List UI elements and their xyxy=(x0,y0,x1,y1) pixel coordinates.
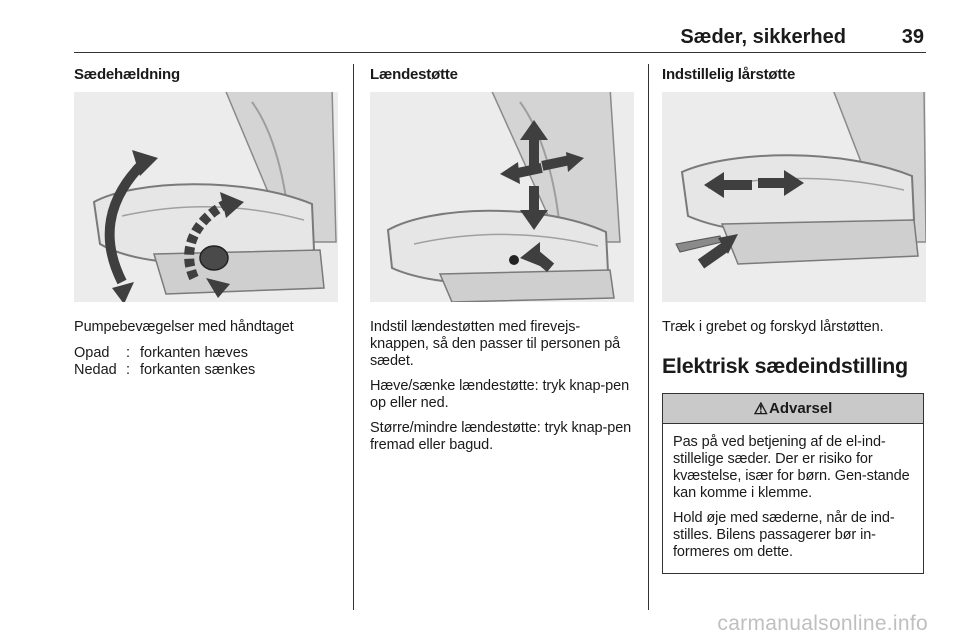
warning-title: Advarsel xyxy=(768,400,833,417)
definition-separator: : xyxy=(126,345,131,361)
page-number: 39 xyxy=(901,26,924,48)
definition-value: forkanten sænkes xyxy=(140,362,256,378)
paragraph: Hæve/sænke lændestøtte: tryk knap-pen op eller ned. xyxy=(370,378,630,411)
definition-row xyxy=(74,362,346,379)
section-heading: Indstillelig lårstøtte xyxy=(662,66,796,83)
definition-key: Opad xyxy=(74,345,110,361)
definition-key: Nedad xyxy=(74,362,117,378)
warning-header xyxy=(663,394,923,424)
page-title: Sæder, sikkerhed xyxy=(680,26,846,48)
page-header xyxy=(74,26,926,52)
column-seat-tilt xyxy=(74,66,346,379)
warning-box xyxy=(662,393,924,574)
section-heading: Lændestøtte xyxy=(370,66,458,83)
column-lumbar-support xyxy=(370,66,634,454)
warning-paragraph: Pas på ved betjening af de el-ind-stillelige sæder. Der er risiko for kvæstelse, især for børn. Gen-stande kan komme i klemme. xyxy=(673,434,910,501)
column-divider xyxy=(648,64,649,610)
watermark: carmanualsonline.info xyxy=(717,612,928,635)
intro-text: Pumpebevægelser med håndtaget xyxy=(74,319,294,335)
paragraph: Indstil lændestøtten med firevejs-knappen, så den passer til personen på sædet. xyxy=(370,319,621,369)
thigh-support-illustration xyxy=(662,92,926,302)
column-thigh-support xyxy=(662,66,926,574)
warning-paragraph: Hold øje med sæderne, når de ind-stilles. Bilens passagerer bør in-formeres om dette. xyxy=(673,510,895,560)
lumbar-support-illustration xyxy=(370,92,634,302)
header-rule xyxy=(74,52,926,53)
seat-tilt-illustration xyxy=(74,92,338,302)
paragraph: Større/mindre lændestøtte: tryk knap-pen fremad eller bagud. xyxy=(370,420,632,453)
definition-separator: : xyxy=(126,362,131,378)
warning-body xyxy=(663,424,923,573)
column-divider xyxy=(353,64,354,610)
definition-list xyxy=(74,345,346,379)
warning-icon: ⚠ xyxy=(753,400,768,418)
definition-row xyxy=(74,345,346,362)
paragraph: Træk i grebet og forskyd lårstøtten. xyxy=(662,319,884,335)
definition-value: forkanten hæves xyxy=(140,345,249,361)
section-heading: Sædehældning xyxy=(74,66,180,83)
section-heading-large: Elektrisk sædeindstilling xyxy=(662,354,908,378)
